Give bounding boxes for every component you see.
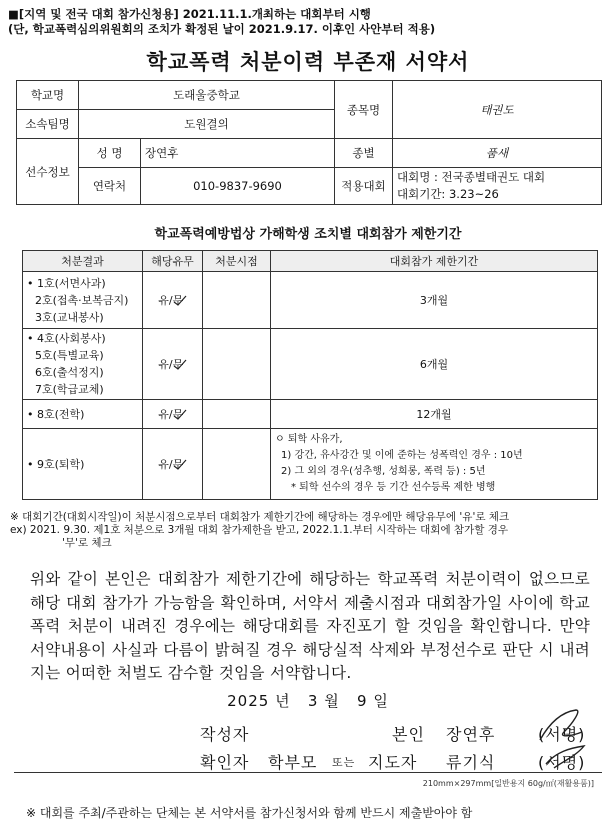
class-label: 종별 — [335, 139, 393, 168]
footnote-line-1: ※ 대회기간(대회시작일)이 처분시점으로부터 대회참가 제한기간에 해당하는 경우에만 해당유무에 '유'로 체크 — [10, 511, 510, 523]
athlete-label: 선수정보 — [17, 139, 79, 205]
or-label: 또는 — [332, 756, 356, 769]
row-1-limit: 3개월 — [271, 272, 598, 329]
limit-line: 2) 그 외의 경우(성추행, 성희롱, 폭력 등) : 5년 — [281, 466, 486, 477]
row-1-check[interactable] — [143, 272, 203, 329]
limit-line: ㅇ 퇴학 사유가, — [275, 434, 343, 445]
divider-line — [14, 772, 602, 773]
bottom-note: ※ 대회를 주최/주관하는 단체는 본 서약서를 참가신청서와 함께 반드시 제출받아야 함 — [26, 806, 473, 820]
row-4-limit — [271, 429, 598, 500]
notice — [8, 7, 435, 37]
team-value: 도원결의 — [79, 110, 335, 139]
limit-line: 1) 강간, 유사강간 및 이에 준하는 성폭력인 경우 : 10년 — [281, 450, 523, 461]
header-result: 처분결과 — [23, 251, 143, 272]
date — [0, 690, 616, 711]
check-text: 유/무 — [158, 458, 184, 471]
competition-value — [393, 168, 602, 205]
header-timing: 처분시점 — [203, 251, 271, 272]
item: • 1호(서면사과) — [27, 276, 106, 290]
parent-label: 학부모 — [268, 753, 318, 772]
contact-label: 연락처 — [79, 168, 141, 205]
header-limit: 대회참가 제한기간 — [271, 251, 598, 272]
pledge-text: 위와 같이 본인은 대회참가 제한기간에 해당하는 학교폭력 처분이력이 없으므로 해당 대회 참가가 가능함을 확인하며, 서약서 제출시점과 대회참가일 사이에 학교폭력 처분이 내려진 경우에는 해당대회를 자진포기 할 것임을 확인합니다. 만약 서약내용이 사실과 다름이 밝혀질 경우 해당실적 삭제와 부정선수로 판단 시 내려지는 어떠한 처벌도 감수할 것임을 서약합니다. — [30, 570, 590, 682]
guide-label: 지도자 — [368, 753, 418, 772]
check-text: 유/무 — [158, 408, 184, 421]
footnote-line-2: ex) 2021. 9.30. 제1호 처분으로 3개월 대회 참가제한을 받고, 2022.1.1.부터 시작하는 대회에 참가할 경우 — [10, 524, 508, 536]
name-label: 성 명 — [79, 139, 141, 168]
check-mark-icon — [173, 359, 187, 371]
confirmer-label: 확인자 — [200, 753, 250, 772]
check-mark-icon — [173, 295, 187, 307]
date-year-unit: 년 — [275, 692, 291, 710]
team-label: 소속팀명 — [17, 110, 79, 139]
info-table — [16, 80, 602, 205]
restriction-table — [22, 250, 598, 500]
date-day: 9 — [357, 692, 368, 710]
contact-value: 010-9837-9690 — [141, 168, 335, 205]
item: 7호(학급교체) — [35, 383, 104, 396]
school-label: 학교명 — [17, 81, 79, 110]
footnote-line-3: '무'로 체크 — [62, 537, 112, 549]
check-mark-icon — [173, 459, 187, 471]
self-name: 장연후 — [446, 725, 496, 744]
competition-name: 대회명 : 전국종별태권도 대회 — [397, 170, 546, 184]
limit-line: * 퇴학 선수의 경우 등 기간 선수등록 제한 병행 — [291, 482, 496, 493]
row-3-timing — [203, 400, 271, 429]
competition-period: 대회기간: 3.23~26 — [397, 187, 499, 201]
item: • 8호(전학) — [27, 407, 85, 421]
event-label: 종목명 — [335, 81, 393, 139]
notice-line-2: (단, 학교폭력심의위원회의 조치가 확정된 날이 2021.9.17. 이후인 사안부터 적용) — [8, 22, 436, 36]
page-title: 학교폭력 처분이력 부존재 서약서 — [146, 50, 470, 74]
item: 2호(접촉·보복금지) — [35, 293, 129, 307]
row-3-limit: 12개월 — [271, 400, 598, 429]
row-1-items — [23, 272, 143, 329]
row-3-items — [23, 400, 143, 429]
row-2-limit: 6개월 — [271, 329, 598, 400]
handwritten-signature-icon — [532, 702, 592, 774]
item: 5호(특별교육) — [35, 349, 104, 362]
date-month-unit: 월 — [324, 692, 340, 710]
writer-sign: (서명) — [538, 725, 586, 744]
check-text: 유/무 — [158, 358, 184, 371]
confirmer-sign: (서명) — [538, 753, 586, 772]
item: 6호(출석정지) — [35, 366, 104, 379]
competition-label: 적용대회 — [335, 168, 393, 205]
event-value: 태권도 — [393, 81, 602, 139]
writer-label: 작성자 — [200, 725, 250, 744]
row-4-timing — [203, 429, 271, 500]
date-day-unit: 일 — [373, 692, 389, 710]
class-value: 품새 — [393, 139, 602, 168]
header-applicable: 해당유무 — [143, 251, 203, 272]
row-4-items — [23, 429, 143, 500]
row-2-check[interactable] — [143, 329, 203, 400]
row-2-items — [23, 329, 143, 400]
paper-spec: 210mm×297mm[일반용지 60g/㎡(재활용품)] — [422, 779, 594, 788]
footnote — [10, 511, 608, 550]
notice-line-1: ■[지역 및 전국 대회 참가신청용] 2021.11.1.개최하는 대회부터 시행 — [8, 7, 371, 21]
guide-name: 류기식 — [446, 753, 496, 772]
item: • 4호(사회봉사) — [27, 332, 106, 345]
item: • 9호(퇴학) — [27, 457, 85, 471]
row-3-check[interactable] — [143, 400, 203, 429]
check-mark-icon — [173, 409, 187, 421]
row-1-timing — [203, 272, 271, 329]
date-month: 3 — [307, 692, 319, 710]
name-value: 장연후 — [141, 139, 335, 168]
school-value: 도래울중학교 — [79, 81, 335, 110]
row-4-check[interactable] — [143, 429, 203, 500]
row-2-timing — [203, 329, 271, 400]
self-label: 본인 — [392, 725, 425, 744]
item: 3호(교내봉사) — [35, 310, 104, 324]
date-year: 2025 — [227, 692, 270, 710]
check-text: 유/무 — [158, 294, 184, 307]
restriction-subtitle: 학교폭력예방법상 가해학생 조치별 대회참가 제한기간 — [154, 227, 462, 242]
